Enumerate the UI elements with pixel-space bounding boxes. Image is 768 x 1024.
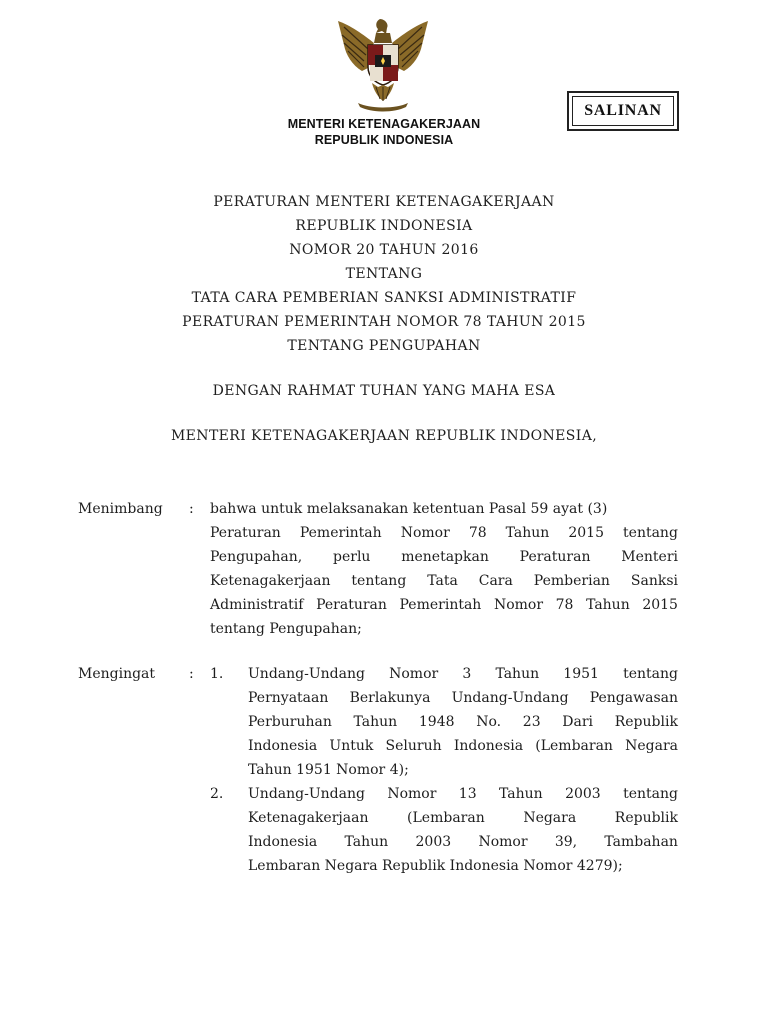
menimbang-colon: : <box>189 501 194 517</box>
mengingat-item-line: Pernyataan Berlakunya Undang-Undang Pengawasan <box>248 690 678 706</box>
regulation-subject-line: PERATURAN PEMERINTAH NOMOR 78 TAHUN 2015 <box>182 314 586 330</box>
menimbang-text-line: Administratif Peraturan Pemerintah Nomor 78 Tahun 2015 <box>210 597 678 613</box>
mengingat-item-line: Tahun 1951 Nomor 4); <box>248 762 409 778</box>
mengingat-colon: : <box>189 666 194 682</box>
garuda-emblem-icon <box>330 15 436 113</box>
regulation-number: NOMOR 20 TAHUN 2016 <box>289 242 479 258</box>
mengingat-label: Mengingat <box>78 666 156 682</box>
mengingat-item-line: Undang-Undang Nomor 3 Tahun 1951 tentang <box>248 666 678 682</box>
mengingat-item-line: Indonesia Untuk Seluruh Indonesia (Lembaran Negara <box>248 738 678 754</box>
mengingat-item-line: Perburuhan Tahun 1948 No. 23 Dari Republik <box>248 714 678 730</box>
mengingat-item-line: Indonesia Tahun 2003 Nomor 39, Tambahan <box>248 834 678 850</box>
list-item-number: 1. <box>210 666 224 682</box>
menimbang-label: Menimbang <box>78 501 163 517</box>
menimbang-text-line: Pengupahan, perlu menetapkan Peraturan Menteri <box>210 549 678 565</box>
menimbang-text-line: tentang Pengupahan; <box>210 621 362 637</box>
menimbang-text-line: Peraturan Pemerintah Nomor 78 Tahun 2015 tentang <box>210 525 678 541</box>
regulation-subject-line: TATA CARA PEMBERIAN SANKSI ADMINISTRATIF <box>191 290 577 306</box>
list-item-number: 2. <box>210 786 224 802</box>
salinan-stamp <box>567 91 679 131</box>
ministry-name-line1: MENTERI KETENAGAKERJAAN <box>287 117 481 131</box>
stamp-label: SALINAN <box>584 102 662 119</box>
mengingat-item-line: Lembaran Negara Republik Indonesia Nomor 4279); <box>248 858 623 874</box>
menimbang-text-line: bahwa untuk melaksanakan ketentuan Pasal 59 ayat (3) <box>210 501 608 517</box>
regulation-subject-line: TENTANG PENGUPAHAN <box>287 338 481 354</box>
regulation-title-line: TENTANG <box>345 266 423 282</box>
issuer: MENTERI KETENAGAKERJAAN REPUBLIK INDONESIA, <box>170 428 598 444</box>
invocation: DENGAN RAHMAT TUHAN YANG MAHA ESA <box>212 383 556 399</box>
mengingat-item-line: Ketenagakerjaan (Lembaran Negara Republik <box>248 810 678 826</box>
regulation-title-line: REPUBLIK INDONESIA <box>295 218 473 234</box>
menimbang-text-line: Ketenagakerjaan tentang Tata Cara Pemberian Sanksi <box>210 573 678 589</box>
ministry-name-line2: REPUBLIK INDONESIA <box>314 133 454 147</box>
regulation-title-line: PERATURAN MENTERI KETENAGAKERJAAN <box>213 194 555 210</box>
mengingat-item-line: Undang-Undang Nomor 13 Tahun 2003 tentang <box>248 786 678 802</box>
